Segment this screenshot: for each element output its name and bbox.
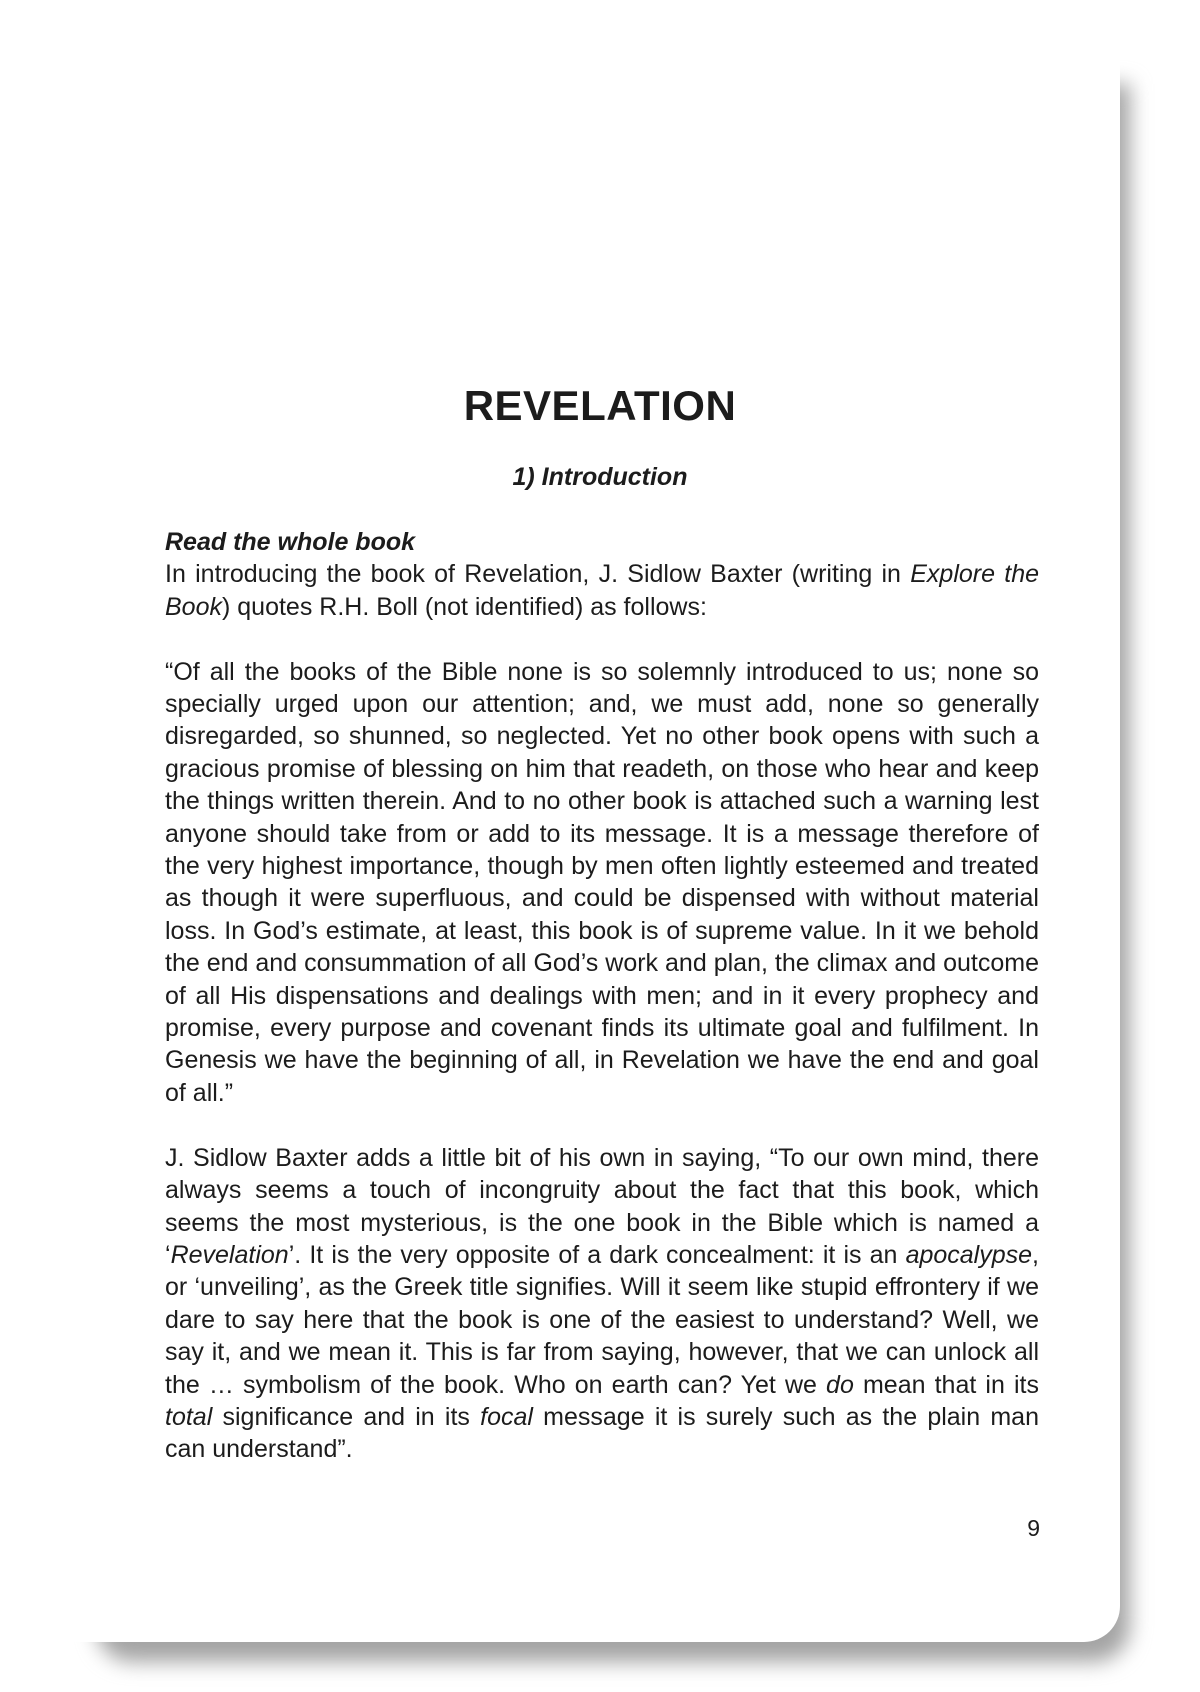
- baxter-text-i: significance and in its: [212, 1402, 481, 1431]
- baxter-text-e: , or ‘unveiling’, as the Greek title signifies. Will it seem like stupid effrontery if we dare to say here that the book is one of the easiest to understand? Well, we say it, and we mean it. This is far from saying, however, that we can unlock all the … symbolism of the book. Who on earth can? Yet we: [165, 1240, 1039, 1399]
- intro-text-c: ) quotes R.H. Boll (not identified) as follows:: [221, 592, 707, 621]
- baxter-emphasis-apocalypse: apocalypse: [905, 1240, 1033, 1269]
- chapter-subtitle: 1) Introduction: [512, 463, 688, 491]
- baxter-text-a: J. Sidlow Baxter adds a little bit of his own in saying, “To our own mind, there always seems a touch of incongruity about the fact that this book, which seems the most mysterious, is the one book in the Bible which is named a ‘: [165, 1143, 1039, 1269]
- page-body: [165, 526, 1039, 1466]
- baxter-emphasis-do: do: [826, 1370, 854, 1399]
- baxter-emphasis-focal: focal: [480, 1402, 533, 1431]
- page-number: 9: [1027, 1515, 1040, 1541]
- baxter-paragraph: [165, 1142, 1039, 1466]
- quote-paragraph: “Of all the books of the Bible none is so solemnly introduced to us; none so specially urged upon our attention; and, we must add, none so generally disregarded, so shunned, so neglected. Yet no other book opens with such a gracious promise of blessing on him that readeth, on those who hear and keep the things written therein. And to no other book is attached such a warning lest anyone should take from or add to its message. It is a message therefore of the very highest importance, though by men often lightly esteemed and treated as though it were superfluous, and could be dispensed with without material loss. In God’s estimate, at least, this book is of supreme value. In it we behold the end and consummation of all God’s work and plan, the climax and outcome of all His dispensations and dealings with men; and in it every prophecy and promise, every purpose and covenant finds its ultimate goal and fulfilment. In Genesis we have the beginning of all, in Revelation we have the end and goal of all.”: [165, 657, 1039, 1107]
- section-heading: Read the whole book: [165, 528, 416, 556]
- baxter-emphasis-total: total: [165, 1402, 213, 1431]
- chapter-title: REVELATION: [463, 382, 737, 429]
- intro-text-a: In introducing the book of Revelation, J. Sidlow Baxter (writing in: [165, 560, 911, 589]
- baxter-text-g: mean that in its: [853, 1370, 1039, 1399]
- intro-paragraph: [165, 526, 1039, 623]
- baxter-text-k: message it is surely such as the plain man can understand”.: [165, 1402, 1039, 1464]
- baxter-text-c: ’. It is the very opposite of a dark concealment: it is an: [288, 1240, 906, 1269]
- baxter-emphasis-revelation: Revelation: [170, 1240, 289, 1269]
- intro-book-title: Explore the Book: [165, 560, 1040, 621]
